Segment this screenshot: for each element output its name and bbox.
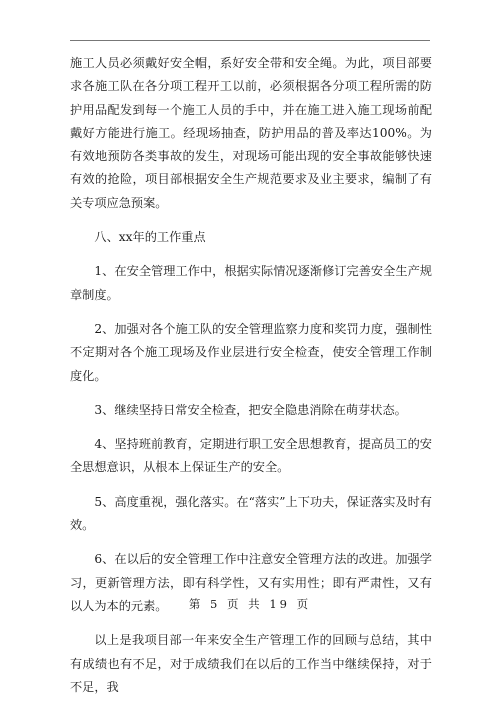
section-heading-work-focus: 八、xx年的工作重点: [94, 230, 206, 245]
list-item-4: 4、坚持班前教育，定期进行职工安全思想教育，提高员工的安全思想意识，从根本上保证生产的安全。: [70, 437, 432, 475]
list-item-3: 3、继续坚持日常安全检查，把安全隐患消除在萌芽状态。: [94, 402, 407, 417]
list-item-2: 2、加强对各个施工队的安全管理监察力度和奖罚力度，强制性不定期对各个施工现场及作业层进行安全检查，使安全管理工作制度化。: [70, 321, 432, 383]
list-item-6: 6、在以后的安全管理工作中注意安全管理方法的改进。加强学习，更新管理方法，即有科学性，又有实用性；即有严肃性，又有以人为本的元素。: [70, 552, 432, 613]
list-item-5: 5、高度重视，强化落实。在“落实”上下功夫，保证落实及时有效。: [70, 494, 432, 533]
page-number-footer: 第 5 页 共 19 页: [188, 597, 312, 611]
paragraph-safety-equipment: 施工人员必须戴好安全帽，系好安全带和安全绳。为此，项目部要求各施工队在各分项工程开工以前，必须根据各分项工程所需的防护用品配发到每一个施工人员的手中，并在施工进入施工现场前配戴好方能进行施工。经现场抽查，防护用品的普及率达100%。为有效地预防各类事故的发生，对现场可能出现的安全事故能够快速有效的抢险，项目部根据安全生产规范要求及业主要求，编制了有关专项应急预案。: [70, 56, 432, 210]
header-rule: [70, 40, 430, 41]
paragraph-summary: 以上是我项目部一年来安全生产管理工作的回顾与总结，其中有成绩也有不足，对于成绩我们在以后的工作当中继续保持，对于不足，我: [70, 633, 432, 694]
list-item-1: 1、在安全管理工作中，根据实际情况逐渐修订完善安全生产规章制度。: [70, 264, 432, 302]
